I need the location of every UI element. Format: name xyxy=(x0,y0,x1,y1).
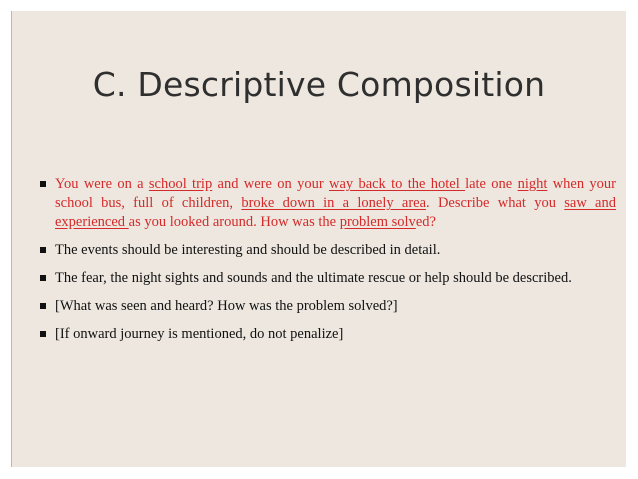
bullet-4-text: [What was seen and heard? How was the problem solved?] xyxy=(55,298,398,314)
bullet-1-text-2: and were on your xyxy=(212,176,329,192)
bullet-1-underlined-night: night xyxy=(517,176,548,192)
square-bullet-icon xyxy=(40,275,46,281)
square-bullet-icon xyxy=(40,181,46,187)
bullet-1-text-4: when your school bus, full of children, xyxy=(55,176,616,211)
bullet-1-underlined-way-back: way back to the hotel xyxy=(328,176,466,192)
bullet-1-text-6: as you looked around. How was the xyxy=(128,214,340,230)
bullet-item-4 xyxy=(38,297,616,316)
bullet-1-text-5: . Describe what you xyxy=(426,195,565,211)
bullet-item-2 xyxy=(38,241,616,260)
slide xyxy=(11,11,626,467)
square-bullet-icon xyxy=(40,331,46,337)
bullet-1-text-1: You were on a xyxy=(55,176,149,192)
bullet-1-text-3: late one xyxy=(465,176,518,192)
bullet-item-5 xyxy=(38,325,616,344)
bullet-3-text: The fear, the night sights and sounds and the ultimate rescue or help should be described. xyxy=(55,270,572,286)
bullet-item-3 xyxy=(38,269,616,288)
bullet-1-underlined-broke-down: broke down in a lonely area xyxy=(241,195,427,211)
bullet-1-underlined-school-trip: school trip xyxy=(148,176,213,192)
bullet-1-underlined-saw: saw and experienced xyxy=(55,195,616,230)
bullet-item-1 xyxy=(38,175,616,232)
square-bullet-icon xyxy=(40,247,46,253)
square-bullet-icon xyxy=(40,303,46,309)
bullet-5-text: [If onward journey is mentioned, do not penalize] xyxy=(55,326,344,342)
bullet-list xyxy=(38,175,616,353)
bullet-2-text: The events should be interesting and should be described in detail. xyxy=(55,242,441,258)
bullet-1-underlined-problem: problem solv xyxy=(339,214,416,230)
bullet-1-text-7: ed? xyxy=(415,214,436,230)
slide-title: C. Descriptive Composition xyxy=(92,65,546,104)
